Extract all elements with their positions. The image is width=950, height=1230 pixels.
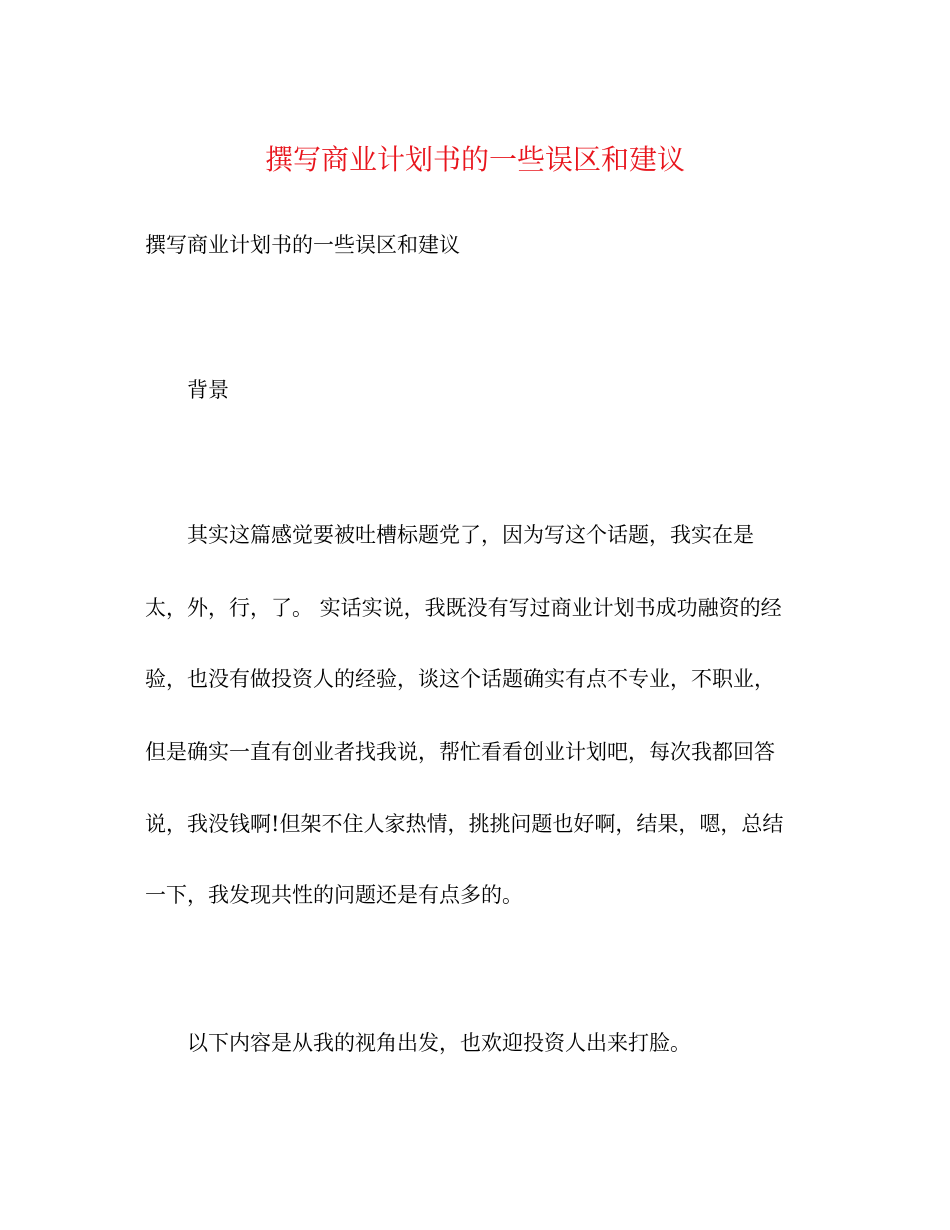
paragraph-line: 验，也没有做投资人的经验，谈这个话题确实有点不专业，不职业， bbox=[145, 667, 775, 691]
paragraph-line: 一下，我发现共性的问题还是有点多的。 bbox=[145, 883, 523, 907]
document-subtitle: 撰写商业计划书的一些误区和建议 bbox=[145, 233, 460, 257]
paragraph-line: 其实这篇感觉要被吐槽标题党了，因为写这个话题，我实在是 bbox=[187, 523, 754, 547]
document-title: 撰写商业计划书的一些误区和建议 bbox=[264, 143, 685, 176]
paragraph-text: 以下内容是从我的视角出发，也欢迎投资人出来打脸。 bbox=[187, 1031, 691, 1055]
paragraph-line: 说，我没钱啊!但架不住人家热情，挑挑问题也好啊，结果，嗯，总结 bbox=[145, 812, 784, 836]
paragraph-line: 但是确实一直有创业者找我说，帮忙看看创业计划吧，每次我都回答 bbox=[145, 740, 775, 764]
section-heading: 背景 bbox=[187, 378, 229, 402]
paragraph-line: 太，外，行，了。 实话实说，我既没有写过商业计划书成功融资的经 bbox=[145, 596, 782, 620]
